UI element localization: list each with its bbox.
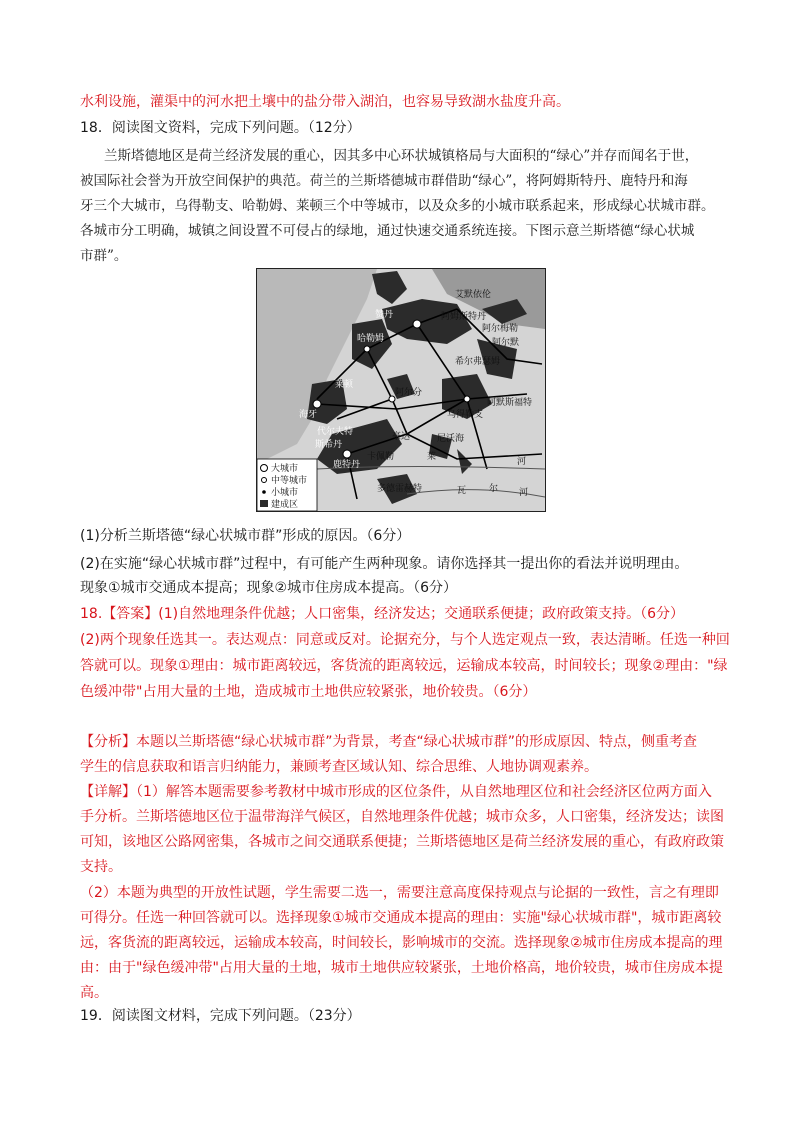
legend-item-medium-city: 中等城市 xyxy=(271,476,308,486)
answer-2-line-2: 答就可以。现象①理由：城市距离较远，客货流的距离较远，运输成本较高，时间较长；现象②理由："绿 xyxy=(80,658,728,674)
map-label: 阿尔梅勒 xyxy=(482,324,519,334)
map-label: 多德雷赫特 xyxy=(377,484,423,494)
detail-line-4: 支持。 xyxy=(80,859,122,875)
map-label: 鹿特丹 xyxy=(333,460,361,470)
analysis-line-2: 学生的信息获取和语言归纳能力，兼顾考查区域认知、综合思维、人地协调观素养。 xyxy=(80,759,598,775)
map-label: 尔 xyxy=(489,484,499,494)
detail-line-2: 手分析。兰斯塔德地区位于温带海洋气候区，自然地理条件优越；城市众多，人口密集，经济发达；读图 xyxy=(80,809,724,825)
answer-1: 18.【答案】(1)自然地理条件优越；人口密集，经济发达；交通联系便捷；政府政策支持。（6分） xyxy=(80,606,685,622)
passage-line-5: 市群”。 xyxy=(80,248,128,264)
sub-question-2: (2)在实施“绿心状城市群”过程中，有可能产生两种现象。请你选择其一提出你的看法并说明理由。 xyxy=(80,556,689,572)
map-label: 卡佩勒 xyxy=(367,452,395,462)
detail2-line-3: 远，客货流的距离较远，运输成本较高，时间较长，影响城市的交流。选择现象②城市住房成本提高的理 xyxy=(80,935,723,951)
map-label: 乌得勒支 xyxy=(447,410,484,420)
legend-item-small-city: 小城市 xyxy=(271,488,299,498)
map-label: 尼沃海 xyxy=(437,434,465,444)
map-label: 赞丹 xyxy=(375,310,394,320)
map-label: 阿尔默 xyxy=(492,338,520,348)
map-label: 豪达 xyxy=(392,432,411,442)
detail-line-1: 【详解】（1）解答本题需要参考教材中城市形成的区位条件，从自然地理区位和社会经济区位两方面入 xyxy=(80,784,712,800)
passage-line-3: 牙三个大城市，乌得勒支、哈勒姆、莱顿三个中等城市，以及众多的小城市联系起来，形成绿心状城市群。 xyxy=(80,198,715,214)
sub-question-2-options: 现象①城市交通成本提高；现象②城市住房成本提高。（6分） xyxy=(80,580,458,596)
prev-answer-line: 水利设施，灌渠中的河水把土壤中的盐分带入湖泊，也容易导致湖水盐度升高。 xyxy=(80,94,570,110)
detail2-line-2: 可得分。任选一种回答就可以。选择现象①城市交通成本提高的理由：实施"绿心状城市群"，城市距离较 xyxy=(80,910,722,926)
answer-2-line-3: 色缓冲带"占用大量的土地，造成城市土地供应较紧张，地价较贵。（6分） xyxy=(80,684,537,700)
randstad-map xyxy=(256,268,546,512)
map-label: 希尔弗瑟姆 xyxy=(455,357,501,367)
analysis-line-1: 【分析】本题以兰斯塔德“绿心状城市群”为背景，考查“绿心状城市群”的形成原因、特点，侧重考查 xyxy=(80,734,698,750)
detail2-line-4: 由：由于"绿色缓冲带"占用大量的土地，城市土地供应较紧张，土地价格高，地价较贵，城市住房成本提 xyxy=(80,960,723,976)
question-18-header: 18．阅读图文资料，完成下列问题。（12分） xyxy=(80,120,361,136)
map-label: 莱顿 xyxy=(335,380,354,390)
detail2-line-5: 高。 xyxy=(80,985,108,1001)
sub-question-1: (1)分析兰斯塔德“绿心状城市群”形成的原因。（6分） xyxy=(80,528,411,544)
legend-item-large-city: 大城市 xyxy=(271,464,299,474)
map-label: 河 xyxy=(519,488,529,498)
passage-line-2: 被国际社会誉为开放空间保护的典范。荷兰的兰斯塔德城市群借助“绿心”，将阿姆斯特丹、鹿特丹和海 xyxy=(80,173,688,189)
map-label: 阿默斯福特 xyxy=(487,398,533,408)
detail2-line-1: （2）本题为典型的开放性试题，学生需要二选一，需要注意高度保持观点与论据的一致性，言之有理即 xyxy=(80,885,719,901)
map-label: 斯希丹 xyxy=(315,440,343,450)
map-label: 阿姆斯特丹 xyxy=(441,312,487,322)
map-label: 莱 xyxy=(427,452,437,462)
map-label: 瓦 xyxy=(457,486,467,496)
map-label: 阿尔分 xyxy=(395,388,423,398)
map-label: 艾默依伦 xyxy=(455,290,492,300)
map-legend xyxy=(257,459,317,511)
answer-2-line-1: (2)两个现象任选其一。表达观点：同意或反对。论据充分，与个人选定观点一致，表达清晰。任选一种回 xyxy=(80,632,730,648)
question-19-header: 19．阅读图文材料，完成下列问题。（23分） xyxy=(80,1008,361,1024)
passage-line-1: 兰斯塔德地区是荷兰经济发展的重心，因其多中心环状城镇格局与大面积的“绿心”并存而闻名于世， xyxy=(104,148,699,164)
passage-line-4: 各城市分工明确，城镇之间设置不可侵占的绿地，通过快速交通系统连接。下图示意兰斯塔德“绿心状城 xyxy=(80,223,695,239)
map-label: 哈勒姆 xyxy=(357,334,385,344)
map-label: 河 xyxy=(517,457,527,467)
legend-item-built-up: 建成区 xyxy=(271,500,299,510)
map-label: 海牙 xyxy=(299,410,318,420)
map-label: 代尔夫特 xyxy=(317,427,354,437)
detail-line-3: 可知，该地区公路网密集，各城市之间交通联系便捷；兰斯塔德地区是荷兰经济发展的重心，有政府政策 xyxy=(80,834,724,850)
